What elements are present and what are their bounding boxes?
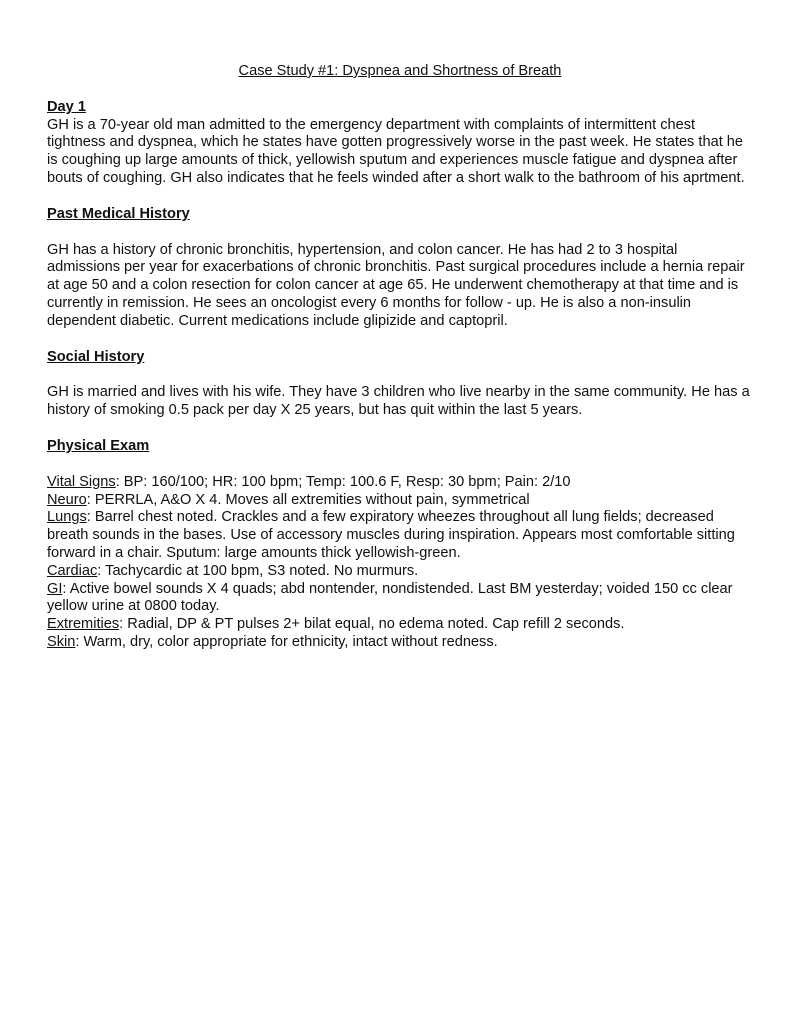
exam-text: : Tachycardic at 100 bpm, S3 noted. No murmurs. <box>97 562 419 579</box>
exam-item-extremities <box>47 616 753 634</box>
exam-text: : PERRLA, A&O X 4. Moves all extremities without pain, symmetrical <box>86 491 530 508</box>
day-1-paragraph: GH is a 70-year old man admitted to the emergency department with complaints of intermittent chest tightness and dyspnea, which he states have gotten progressively worse in the past week. He states that he is coughing up large amounts of thick, yellowish sputum and experiences muscle fatigue and dyspnea after bouts of coughing. GH also indicates that he feels winded after a short walk to the bathroom of his aprtment. <box>47 116 745 186</box>
document-title: Case Study #1: Dyspnea and Shortness of Breath <box>238 63 562 79</box>
past-medical-history-paragraph: GH has a history of chronic bronchitis, hypertension, and colon cancer. He has had 2 to 3 hospital admissions per year for exacerbations of chronic bronchitis. Past surgical procedures include a hernia repair at age 50 and a colon resection for colon cancer at age 65. He underwent chemotherapy at that time and is currently in remission. He sees an oncologist every 6 months for follow - up. He is also a non-insulin dependent diabetic. Current medications include glipizide and captopril. <box>47 241 745 329</box>
exam-item-skin <box>47 634 753 652</box>
exam-item-neuro <box>47 492 753 510</box>
section-social-history <box>47 349 753 420</box>
exam-item-gi <box>47 581 753 617</box>
section-heading-social-history: Social History <box>47 348 145 365</box>
document-page <box>47 63 753 670</box>
exam-label: Cardiac <box>47 562 98 579</box>
exam-text: : Warm, dry, color appropriate for ethnicity, intact without redness. <box>75 633 498 650</box>
exam-label: Lungs <box>47 509 87 526</box>
exam-text: : Radial, DP & PT pulses 2+ bilat equal, no edema noted. Cap refill 2 seconds. <box>119 616 625 633</box>
exam-label: Vital Signs <box>47 473 116 490</box>
exam-label: Extremities <box>47 616 120 633</box>
exam-item-cardiac <box>47 563 753 581</box>
section-heading-physical-exam: Physical Exam <box>47 437 150 454</box>
section-past-medical-history <box>47 206 753 331</box>
exam-label: GI <box>47 580 63 597</box>
section-heading-past-medical-history: Past Medical History <box>47 205 190 222</box>
exam-text: : BP: 160/100; HR: 100 bpm; Temp: 100.6 F, Resp: 30 bpm; Pain: 2/10 <box>115 473 571 490</box>
section-physical-exam <box>47 438 753 652</box>
exam-label: Neuro <box>47 491 87 508</box>
social-history-paragraph: GH is married and lives with his wife. They have 3 children who live nearby in the same community. He has a history of smoking 0.5 pack per day X 25 years, but has quit within the last 5 years. <box>47 384 750 419</box>
exam-item-vital-signs <box>47 474 753 492</box>
exam-label: Skin <box>47 633 76 650</box>
exam-text: : Barrel chest noted. Crackles and a few expiratory wheezes throughout all lung fields; decreased breath sounds in the bases. Use of accessory muscles during inspiration. Appears most comfortable sitting forward in a chair. Sputum: large amounts thick yellowish-green. <box>47 509 735 561</box>
exam-item-lungs <box>47 509 753 562</box>
section-day-1 <box>47 99 753 188</box>
section-heading-day-1: Day 1 <box>47 98 86 115</box>
exam-text: : Active bowel sounds X 4 quads; abd nontender, nondistended. Last BM yesterday; voided 150 cc clear yellow urine at 0800 today. <box>47 580 733 615</box>
